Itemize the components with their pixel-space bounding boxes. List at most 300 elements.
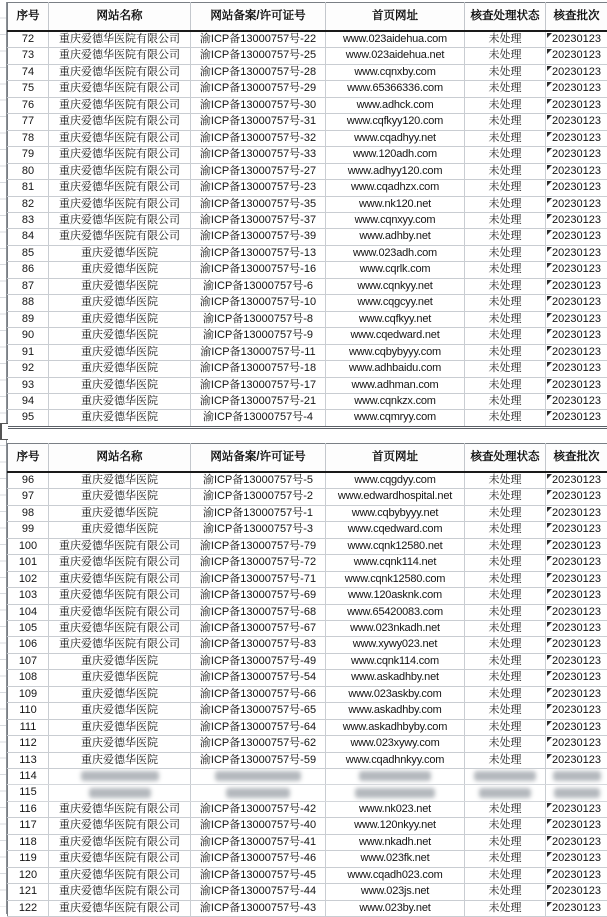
cell-url[interactable]: www.cqedward.com (326, 522, 465, 538)
cell-icp[interactable]: 渝ICP备13000757号-59 (191, 752, 326, 768)
cell-name[interactable]: 重庆爱德华医院有限公司 (49, 97, 191, 113)
cell-url[interactable]: www.cqadhzx.com (326, 180, 465, 196)
cell-url[interactable]: www.cqfkyy120.com (326, 114, 465, 130)
cell-icp[interactable]: 渝ICP备13000757号-13 (191, 245, 326, 261)
cell-batch[interactable] (546, 752, 607, 768)
cell-status[interactable] (465, 785, 546, 801)
cell-batch[interactable] (546, 262, 607, 278)
cell-name[interactable]: 重庆爱德华医院有限公司 (49, 180, 191, 196)
cell-url[interactable]: www.cqgcyy.net (326, 295, 465, 311)
column-header-icp[interactable]: 网站备案/许可证号 (191, 443, 326, 472)
cell-status[interactable]: 未处理 (465, 344, 546, 360)
cell-icp[interactable]: 渝ICP备13000757号-79 (191, 538, 326, 554)
cell-batch[interactable] (546, 393, 607, 409)
cell-url[interactable]: www.cqnkyy.net (326, 278, 465, 294)
cell-name[interactable]: 重庆爱德华医院有限公司 (49, 555, 191, 571)
cell-icp[interactable]: 渝ICP备13000757号-10 (191, 295, 326, 311)
cell-icp[interactable]: 渝ICP备13000757号-46 (191, 851, 326, 867)
cell-batch[interactable] (546, 555, 607, 571)
column-header-batch[interactable]: 核查批次 (546, 443, 607, 472)
cell-status[interactable]: 未处理 (465, 818, 546, 834)
cell-url[interactable]: www.cqbybyyy.com (326, 344, 465, 360)
cell-icp[interactable]: 渝ICP备13000757号-21 (191, 393, 326, 409)
cell-no[interactable]: 116 (8, 801, 49, 817)
cell-icp[interactable]: 渝ICP备13000757号-31 (191, 114, 326, 130)
cell-name[interactable]: 重庆爱德华医院 (49, 752, 191, 768)
cell-name[interactable] (49, 769, 191, 785)
cell-url[interactable]: www.adhbaidu.com (326, 361, 465, 377)
cell-url[interactable]: www.cqnk12580.com (326, 571, 465, 587)
cell-icp[interactable]: 渝ICP备13000757号-72 (191, 555, 326, 571)
cell-icp[interactable]: 渝ICP备13000757号-45 (191, 867, 326, 883)
cell-no[interactable]: 121 (8, 884, 49, 900)
cell-no[interactable]: 104 (8, 604, 49, 620)
cell-name[interactable]: 重庆爱德华医院有限公司 (49, 801, 191, 817)
cell-status[interactable]: 未处理 (465, 114, 546, 130)
cell-icp[interactable]: 渝ICP备13000757号-83 (191, 637, 326, 653)
cell-icp[interactable]: 渝ICP备13000757号-25 (191, 48, 326, 64)
cell-batch[interactable] (546, 604, 607, 620)
cell-url[interactable]: www.023nkadh.net (326, 620, 465, 636)
cell-url[interactable]: www.cqadhyy.net (326, 130, 465, 146)
cell-no[interactable]: 95 (8, 410, 49, 427)
cell-no[interactable]: 93 (8, 377, 49, 393)
cell-name[interactable]: 重庆爱德华医院 (49, 245, 191, 261)
cell-batch[interactable] (546, 130, 607, 146)
cell-status[interactable]: 未处理 (465, 180, 546, 196)
cell-icp[interactable]: 渝ICP备13000757号-65 (191, 703, 326, 719)
cell-batch[interactable] (546, 522, 607, 538)
cell-url[interactable]: www.cqrlk.com (326, 262, 465, 278)
cell-url[interactable]: www.023by.net (326, 900, 465, 916)
cell-name[interactable]: 重庆爱德华医院 (49, 522, 191, 538)
cell-batch[interactable] (546, 212, 607, 228)
cell-no[interactable]: 115 (8, 785, 49, 801)
cell-icp[interactable]: 渝ICP备13000757号-18 (191, 361, 326, 377)
cell-no[interactable]: 96 (8, 472, 49, 489)
cell-no[interactable]: 109 (8, 686, 49, 702)
cell-status[interactable]: 未处理 (465, 393, 546, 409)
cell-batch[interactable] (546, 377, 607, 393)
cell-name[interactable]: 重庆爱德华医院 (49, 670, 191, 686)
cell-status[interactable]: 未处理 (465, 278, 546, 294)
cell-url[interactable]: www.65366336.com (326, 81, 465, 97)
cell-no[interactable]: 119 (8, 851, 49, 867)
cell-icp[interactable]: 渝ICP备13000757号-17 (191, 377, 326, 393)
cell-no[interactable]: 84 (8, 229, 49, 245)
cell-icp[interactable]: 渝ICP备13000757号-1 (191, 505, 326, 521)
cell-batch[interactable] (546, 97, 607, 113)
cell-batch[interactable] (546, 472, 607, 489)
cell-icp[interactable]: 渝ICP备13000757号-68 (191, 604, 326, 620)
cell-name[interactable]: 重庆爱德华医院有限公司 (49, 851, 191, 867)
cell-batch[interactable] (546, 538, 607, 554)
cell-no[interactable]: 79 (8, 147, 49, 163)
cell-icp[interactable] (191, 769, 326, 785)
cell-url[interactable]: www.adhby.net (326, 229, 465, 245)
cell-status[interactable]: 未处理 (465, 97, 546, 113)
cell-name[interactable]: 重庆爱德华医院 (49, 505, 191, 521)
column-header-status[interactable]: 核查处理状态 (465, 443, 546, 472)
cell-url[interactable]: www.askadhby.com (326, 703, 465, 719)
cell-batch[interactable] (546, 719, 607, 735)
cell-status[interactable]: 未处理 (465, 653, 546, 669)
cell-status[interactable]: 未处理 (465, 900, 546, 916)
cell-name[interactable]: 重庆爱德华医院 (49, 719, 191, 735)
cell-name[interactable]: 重庆爱德华医院 (49, 653, 191, 669)
cell-status[interactable]: 未处理 (465, 163, 546, 179)
cell-no[interactable]: 74 (8, 64, 49, 80)
column-header-name[interactable]: 网站名称 (49, 443, 191, 472)
cell-url[interactable]: www.cqnxby.com (326, 64, 465, 80)
cell-status[interactable]: 未处理 (465, 505, 546, 521)
column-header-no[interactable]: 序号 (8, 443, 49, 472)
cell-url[interactable]: www.edwardhospital.net (326, 489, 465, 505)
cell-url[interactable]: www.120nkyy.net (326, 818, 465, 834)
cell-url[interactable]: www.nk023.net (326, 801, 465, 817)
cell-url[interactable]: www.cqbybyyy.net (326, 505, 465, 521)
cell-name[interactable]: 重庆爱德华医院 (49, 489, 191, 505)
cell-no[interactable]: 108 (8, 670, 49, 686)
cell-status[interactable]: 未处理 (465, 538, 546, 554)
cell-no[interactable]: 117 (8, 818, 49, 834)
cell-name[interactable]: 重庆爱德华医院有限公司 (49, 212, 191, 228)
cell-no[interactable]: 112 (8, 736, 49, 752)
cell-status[interactable]: 未处理 (465, 295, 546, 311)
cell-status[interactable]: 未处理 (465, 736, 546, 752)
cell-batch[interactable] (546, 147, 607, 163)
cell-url[interactable]: www.cqnk114.com (326, 653, 465, 669)
cell-status[interactable]: 未处理 (465, 410, 546, 427)
cell-url[interactable]: www.023fk.net (326, 851, 465, 867)
cell-status[interactable]: 未处理 (465, 719, 546, 735)
cell-batch[interactable] (546, 900, 607, 916)
cell-url[interactable]: www.xywy023.net (326, 637, 465, 653)
cell-url[interactable] (326, 769, 465, 785)
cell-batch[interactable] (546, 196, 607, 212)
cell-batch[interactable] (546, 834, 607, 850)
cell-url[interactable]: www.cqgdyy.com (326, 472, 465, 489)
cell-no[interactable]: 82 (8, 196, 49, 212)
cell-no[interactable]: 72 (8, 31, 49, 48)
column-header-no[interactable]: 序号 (8, 3, 49, 32)
cell-icp[interactable]: 渝ICP备13000757号-5 (191, 472, 326, 489)
cell-no[interactable]: 81 (8, 180, 49, 196)
cell-url[interactable]: www.askadhby.net (326, 670, 465, 686)
cell-no[interactable]: 94 (8, 393, 49, 409)
cell-name[interactable]: 重庆爱德华医院有限公司 (49, 834, 191, 850)
cell-batch[interactable] (546, 686, 607, 702)
cell-status[interactable]: 未处理 (465, 245, 546, 261)
cell-name[interactable]: 重庆爱德华医院 (49, 472, 191, 489)
cell-status[interactable]: 未处理 (465, 555, 546, 571)
cell-url[interactable]: www.cqnxyy.com (326, 212, 465, 228)
cell-status[interactable]: 未处理 (465, 147, 546, 163)
cell-name[interactable]: 重庆爱德华医院 (49, 736, 191, 752)
cell-status[interactable]: 未处理 (465, 620, 546, 636)
cell-no[interactable]: 114 (8, 769, 49, 785)
cell-url[interactable]: www.cqedward.net (326, 328, 465, 344)
cell-name[interactable]: 重庆爱德华医院有限公司 (49, 620, 191, 636)
cell-url[interactable]: www.023askby.com (326, 686, 465, 702)
cell-url[interactable]: www.nkadh.net (326, 834, 465, 850)
column-header-batch[interactable]: 核查批次 (546, 3, 607, 32)
cell-status[interactable]: 未处理 (465, 801, 546, 817)
column-header-url[interactable]: 首页网址 (326, 443, 465, 472)
cell-batch[interactable] (546, 410, 607, 427)
cell-no[interactable]: 99 (8, 522, 49, 538)
cell-no[interactable]: 85 (8, 245, 49, 261)
cell-status[interactable]: 未处理 (465, 686, 546, 702)
cell-name[interactable]: 重庆爱德华医院 (49, 686, 191, 702)
cell-name[interactable]: 重庆爱德华医院 (49, 703, 191, 719)
cell-name[interactable]: 重庆爱德华医院 (49, 262, 191, 278)
cell-icp[interactable]: 渝ICP备13000757号-62 (191, 736, 326, 752)
cell-url[interactable]: www.adhman.com (326, 377, 465, 393)
cell-batch[interactable] (546, 867, 607, 883)
cell-no[interactable]: 76 (8, 97, 49, 113)
cell-status[interactable]: 未处理 (465, 867, 546, 883)
cell-icp[interactable]: 渝ICP备13000757号-37 (191, 212, 326, 228)
cell-status[interactable]: 未处理 (465, 328, 546, 344)
cell-status[interactable]: 未处理 (465, 361, 546, 377)
cell-name[interactable]: 重庆爱德华医院有限公司 (49, 114, 191, 130)
cell-no[interactable]: 88 (8, 295, 49, 311)
cell-status[interactable]: 未处理 (465, 571, 546, 587)
cell-name[interactable]: 重庆爱德华医院有限公司 (49, 538, 191, 554)
cell-batch[interactable] (546, 769, 607, 785)
cell-icp[interactable]: 渝ICP备13000757号-33 (191, 147, 326, 163)
cell-batch[interactable] (546, 278, 607, 294)
cell-name[interactable]: 重庆爱德华医院 (49, 361, 191, 377)
cell-no[interactable]: 101 (8, 555, 49, 571)
cell-status[interactable]: 未处理 (465, 31, 546, 48)
cell-icp[interactable]: 渝ICP备13000757号-35 (191, 196, 326, 212)
cell-no[interactable]: 91 (8, 344, 49, 360)
cell-status[interactable]: 未处理 (465, 472, 546, 489)
cell-icp[interactable]: 渝ICP备13000757号-6 (191, 278, 326, 294)
cell-icp[interactable]: 渝ICP备13000757号-23 (191, 180, 326, 196)
cell-icp[interactable]: 渝ICP备13000757号-29 (191, 81, 326, 97)
cell-batch[interactable] (546, 703, 607, 719)
cell-status[interactable]: 未处理 (465, 834, 546, 850)
cell-icp[interactable]: 渝ICP备13000757号-42 (191, 801, 326, 817)
cell-no[interactable]: 75 (8, 81, 49, 97)
cell-batch[interactable] (546, 48, 607, 64)
cell-no[interactable]: 118 (8, 834, 49, 850)
cell-no[interactable]: 90 (8, 328, 49, 344)
cell-name[interactable]: 重庆爱德华医院 (49, 393, 191, 409)
cell-url[interactable]: www.cqfkyy.net (326, 311, 465, 327)
cell-status[interactable]: 未处理 (465, 311, 546, 327)
cell-icp[interactable]: 渝ICP备13000757号-27 (191, 163, 326, 179)
cell-url[interactable] (326, 785, 465, 801)
cell-name[interactable]: 重庆爱德华医院有限公司 (49, 31, 191, 48)
cell-icp[interactable]: 渝ICP备13000757号-11 (191, 344, 326, 360)
cell-batch[interactable] (546, 180, 607, 196)
cell-status[interactable]: 未处理 (465, 196, 546, 212)
cell-name[interactable]: 重庆爱德华医院有限公司 (49, 196, 191, 212)
cell-batch[interactable] (546, 114, 607, 130)
cell-batch[interactable] (546, 163, 607, 179)
cell-url[interactable]: www.cqnkzx.com (326, 393, 465, 409)
cell-no[interactable]: 120 (8, 867, 49, 883)
cell-no[interactable]: 73 (8, 48, 49, 64)
cell-status[interactable]: 未处理 (465, 884, 546, 900)
cell-status[interactable]: 未处理 (465, 377, 546, 393)
column-header-status[interactable]: 核查处理状态 (465, 3, 546, 32)
cell-batch[interactable] (546, 653, 607, 669)
cell-url[interactable]: www.023js.net (326, 884, 465, 900)
cell-no[interactable]: 78 (8, 130, 49, 146)
cell-icp[interactable]: 渝ICP备13000757号-64 (191, 719, 326, 735)
cell-batch[interactable] (546, 588, 607, 604)
cell-name[interactable]: 重庆爱德华医院有限公司 (49, 884, 191, 900)
cell-icp[interactable]: 渝ICP备13000757号-9 (191, 328, 326, 344)
cell-name[interactable]: 重庆爱德华医院有限公司 (49, 604, 191, 620)
cell-url[interactable]: www.65420083.com (326, 604, 465, 620)
cell-no[interactable]: 110 (8, 703, 49, 719)
cell-status[interactable]: 未处理 (465, 752, 546, 768)
cell-name[interactable] (49, 785, 191, 801)
cell-no[interactable]: 97 (8, 489, 49, 505)
cell-name[interactable]: 重庆爱德华医院 (49, 344, 191, 360)
cell-no[interactable]: 122 (8, 900, 49, 916)
cell-no[interactable]: 100 (8, 538, 49, 554)
cell-batch[interactable] (546, 818, 607, 834)
cell-batch[interactable] (546, 64, 607, 80)
cell-name[interactable]: 重庆爱德华医院有限公司 (49, 818, 191, 834)
cell-no[interactable]: 107 (8, 653, 49, 669)
cell-icp[interactable]: 渝ICP备13000757号-28 (191, 64, 326, 80)
cell-name[interactable]: 重庆爱德华医院有限公司 (49, 64, 191, 80)
cell-no[interactable]: 113 (8, 752, 49, 768)
cell-batch[interactable] (546, 229, 607, 245)
cell-batch[interactable] (546, 311, 607, 327)
cell-icp[interactable]: 渝ICP备13000757号-30 (191, 97, 326, 113)
cell-batch[interactable] (546, 31, 607, 48)
cell-batch[interactable] (546, 736, 607, 752)
cell-icp[interactable]: 渝ICP备13000757号-69 (191, 588, 326, 604)
cell-url[interactable]: www.023aidehua.net (326, 48, 465, 64)
cell-batch[interactable] (546, 344, 607, 360)
cell-name[interactable]: 重庆爱德华医院有限公司 (49, 229, 191, 245)
cell-no[interactable]: 83 (8, 212, 49, 228)
cell-url[interactable]: www.023xywy.com (326, 736, 465, 752)
cell-status[interactable]: 未处理 (465, 48, 546, 64)
cell-no[interactable]: 111 (8, 719, 49, 735)
cell-status[interactable]: 未处理 (465, 81, 546, 97)
cell-url[interactable]: www.adhck.com (326, 97, 465, 113)
cell-status[interactable]: 未处理 (465, 489, 546, 505)
cell-icp[interactable]: 渝ICP备13000757号-40 (191, 818, 326, 834)
cell-url[interactable]: www.cqadh023.com (326, 867, 465, 883)
column-header-icp[interactable]: 网站备案/许可证号 (191, 3, 326, 32)
cell-url[interactable]: www.nk120.net (326, 196, 465, 212)
cell-status[interactable]: 未处理 (465, 604, 546, 620)
cell-batch[interactable] (546, 851, 607, 867)
cell-icp[interactable]: 渝ICP备13000757号-2 (191, 489, 326, 505)
cell-no[interactable]: 92 (8, 361, 49, 377)
cell-batch[interactable] (546, 245, 607, 261)
cell-status[interactable]: 未处理 (465, 522, 546, 538)
cell-status[interactable]: 未处理 (465, 703, 546, 719)
cell-status[interactable]: 未处理 (465, 588, 546, 604)
cell-url[interactable]: www.023adh.com (326, 245, 465, 261)
cell-status[interactable] (465, 769, 546, 785)
cell-status[interactable]: 未处理 (465, 262, 546, 278)
cell-icp[interactable]: 渝ICP备13000757号-49 (191, 653, 326, 669)
cell-name[interactable]: 重庆爱德华医院有限公司 (49, 81, 191, 97)
cell-icp[interactable]: 渝ICP备13000757号-43 (191, 900, 326, 916)
cell-icp[interactable]: 渝ICP备13000757号-16 (191, 262, 326, 278)
cell-batch[interactable] (546, 505, 607, 521)
cell-batch[interactable] (546, 785, 607, 801)
cell-name[interactable]: 重庆爱德华医院 (49, 278, 191, 294)
cell-batch[interactable] (546, 81, 607, 97)
cell-no[interactable]: 80 (8, 163, 49, 179)
cell-batch[interactable] (546, 884, 607, 900)
cell-url[interactable]: www.120asknk.com (326, 588, 465, 604)
cell-batch[interactable] (546, 620, 607, 636)
cell-no[interactable]: 98 (8, 505, 49, 521)
cell-name[interactable]: 重庆爱德华医院有限公司 (49, 637, 191, 653)
cell-status[interactable]: 未处理 (465, 229, 546, 245)
cell-no[interactable]: 105 (8, 620, 49, 636)
cell-icp[interactable]: 渝ICP备13000757号-41 (191, 834, 326, 850)
cell-name[interactable]: 重庆爱德华医院 (49, 311, 191, 327)
cell-icp[interactable]: 渝ICP备13000757号-66 (191, 686, 326, 702)
cell-status[interactable]: 未处理 (465, 670, 546, 686)
cell-url[interactable]: www.cqnk12580.net (326, 538, 465, 554)
cell-batch[interactable] (546, 801, 607, 817)
cell-status[interactable]: 未处理 (465, 851, 546, 867)
cell-batch[interactable] (546, 295, 607, 311)
cell-icp[interactable]: 渝ICP备13000757号-39 (191, 229, 326, 245)
cell-no[interactable]: 77 (8, 114, 49, 130)
cell-status[interactable]: 未处理 (465, 64, 546, 80)
cell-name[interactable]: 重庆爱德华医院 (49, 410, 191, 427)
cell-batch[interactable] (546, 361, 607, 377)
cell-url[interactable]: www.023aidehua.com (326, 31, 465, 48)
cell-icp[interactable] (191, 785, 326, 801)
cell-url[interactable]: www.askadhbyby.com (326, 719, 465, 735)
cell-no[interactable]: 86 (8, 262, 49, 278)
cell-status[interactable]: 未处理 (465, 130, 546, 146)
cell-status[interactable]: 未处理 (465, 637, 546, 653)
cell-batch[interactable] (546, 489, 607, 505)
cell-icp[interactable]: 渝ICP备13000757号-44 (191, 884, 326, 900)
cell-icp[interactable]: 渝ICP备13000757号-3 (191, 522, 326, 538)
cell-icp[interactable]: 渝ICP备13000757号-32 (191, 130, 326, 146)
cell-batch[interactable] (546, 637, 607, 653)
cell-name[interactable]: 重庆爱德华医院有限公司 (49, 48, 191, 64)
cell-batch[interactable] (546, 328, 607, 344)
cell-icp[interactable]: 渝ICP备13000757号-8 (191, 311, 326, 327)
cell-icp[interactable]: 渝ICP备13000757号-4 (191, 410, 326, 427)
column-header-name[interactable]: 网站名称 (49, 3, 191, 32)
cell-no[interactable]: 87 (8, 278, 49, 294)
cell-no[interactable]: 103 (8, 588, 49, 604)
cell-name[interactable]: 重庆爱德华医院 (49, 328, 191, 344)
cell-no[interactable]: 89 (8, 311, 49, 327)
cell-name[interactable]: 重庆爱德华医院有限公司 (49, 130, 191, 146)
cell-icp[interactable]: 渝ICP备13000757号-54 (191, 670, 326, 686)
cell-url[interactable]: www.cqmryy.com (326, 410, 465, 427)
cell-url[interactable]: www.120adh.com (326, 147, 465, 163)
cell-icp[interactable]: 渝ICP备13000757号-22 (191, 31, 326, 48)
cell-name[interactable]: 重庆爱德华医院有限公司 (49, 900, 191, 916)
